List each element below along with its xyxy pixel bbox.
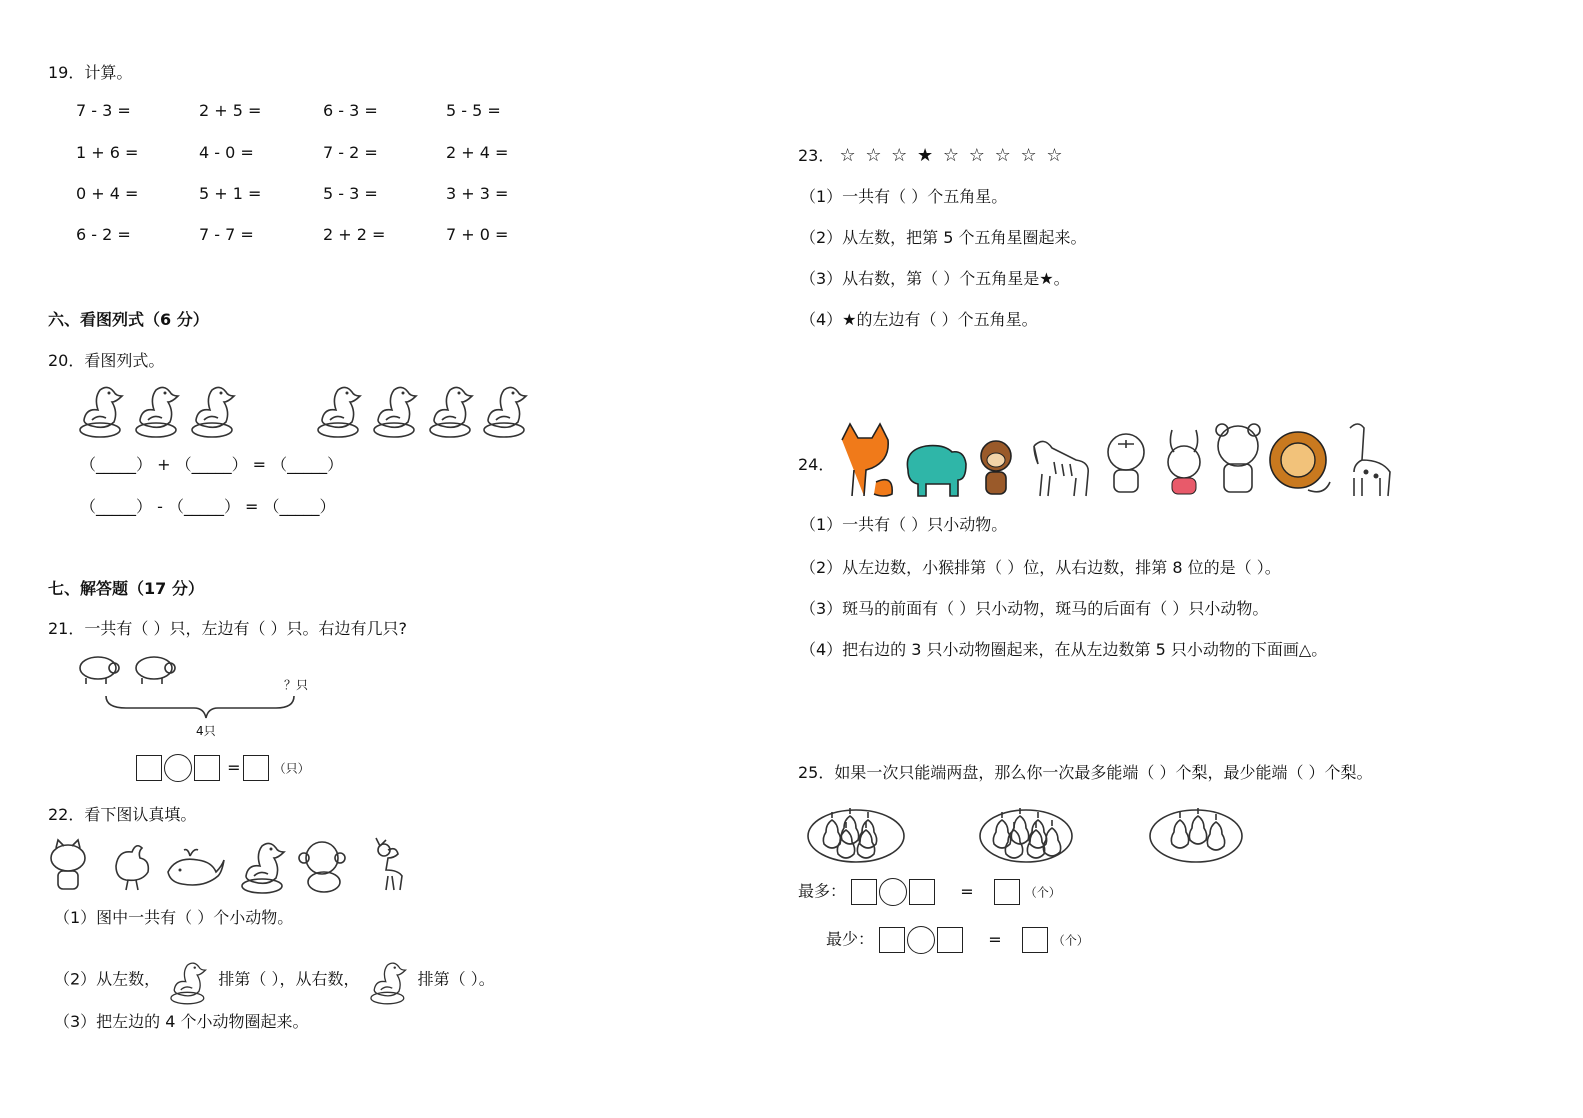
duck-icon	[136, 387, 178, 437]
tiger-icon	[1108, 434, 1144, 492]
deer-icon	[376, 838, 402, 890]
section-7-heading: 七、解答题（17 分）	[48, 579, 204, 598]
calc-item: 4 - 0 =	[199, 143, 254, 162]
calc-item: 7 + 0 =	[446, 225, 509, 244]
q25-title: 25．如果一次只能端两盘，那么你一次最多能端（ ）个梨，最少能端（ ）个梨。	[798, 763, 1373, 782]
q25-unit: （个）	[1024, 885, 1061, 900]
duck-icon	[80, 387, 122, 437]
brace-icon	[106, 696, 294, 718]
rooster-icon	[116, 846, 148, 890]
q25-least-row: 最少： = （个）	[826, 926, 1089, 954]
q23-part-1: （1）一共有（ ）个五角星。	[800, 187, 1008, 206]
q21-total-label: 4只	[196, 724, 216, 738]
q24-title: 24．	[798, 455, 835, 474]
q23-part-4: （4）★的左边有（ ）个五角星。	[800, 310, 1038, 329]
q22-part-2a: （2）从左数，	[54, 969, 161, 989]
lion-icon	[1270, 432, 1330, 492]
rabbit-icon	[1168, 430, 1200, 494]
calc-item: 7 - 7 =	[199, 225, 254, 244]
answer-box[interactable]	[1022, 927, 1048, 953]
q22-part-1: （1）图中一共有（ ）个小动物。	[54, 908, 294, 927]
answer-box[interactable]	[136, 755, 162, 781]
q23-stars: ☆ ☆ ☆ ★ ☆ ☆ ☆ ☆ ☆	[839, 145, 1065, 166]
calc-item: 6 - 2 =	[76, 225, 131, 244]
fox-icon	[842, 424, 892, 496]
q21-unit: （只）	[273, 761, 310, 776]
operator-circle[interactable]	[164, 754, 192, 782]
q24-part-2: （2）从左边数，小猴排第（ ）位，从右边数，排第 8 位的是（ ）。	[800, 558, 1281, 577]
bear-icon	[1216, 424, 1260, 492]
q20-equation-sub: （_____） - （_____） = （_____）	[80, 497, 336, 516]
plate-icon	[808, 808, 904, 862]
answer-box[interactable]	[879, 927, 905, 953]
pear-plates-illustration	[806, 798, 1256, 868]
q22-part-3: （3）把左边的 4 个小动物圈起来。	[54, 1012, 309, 1031]
calc-item: 2 + 4 =	[446, 143, 509, 162]
q23-part-2: （2）从左数，把第 5 个五角星圈起来。	[800, 228, 1087, 247]
calc-item: 2 + 2 =	[323, 225, 386, 244]
answer-box[interactable]	[194, 755, 220, 781]
giraffe-icon	[1350, 424, 1390, 496]
q22-title: 22．看下图认真填。	[48, 805, 197, 824]
answer-box[interactable]	[851, 879, 877, 905]
q21-right-label: ？只	[284, 678, 309, 692]
duck-icon	[242, 843, 284, 893]
calc-item: 7 - 3 =	[76, 101, 131, 120]
duck-icon	[365, 957, 413, 1003]
plate-icon	[1150, 808, 1242, 862]
q24-part-1: （1）一共有（ ）只小动物。	[800, 515, 1008, 534]
duck-icon	[430, 387, 472, 437]
calc-item: 5 + 1 =	[199, 184, 262, 203]
q23-part-3: （3）从右数，第（ ）个五角星是★。	[800, 269, 1070, 288]
q22-animals-illustration	[48, 836, 418, 896]
kitty-icon	[51, 840, 85, 889]
answer-box[interactable]	[994, 879, 1020, 905]
calc-item: 0 + 4 =	[76, 184, 139, 203]
answer-box[interactable]	[909, 879, 935, 905]
q25-unit: （个）	[1052, 933, 1089, 948]
duck-icon	[165, 957, 213, 1003]
calc-item: 5 - 3 =	[323, 184, 378, 203]
pig-icon	[80, 657, 119, 684]
q25-most-row: 最多： = （个）	[798, 878, 1061, 906]
q22-part-2b: 排第（ ），从右数，	[218, 969, 360, 989]
q22-part-2c: 排第（ ）。	[417, 969, 495, 989]
pig-icon	[136, 657, 175, 684]
elephant-icon	[907, 446, 966, 496]
calc-item: 6 - 3 =	[323, 101, 378, 120]
ducks-illustration	[78, 380, 548, 440]
calc-item: 7 - 2 =	[323, 143, 378, 162]
duck-icon	[374, 387, 416, 437]
q25-most-label: 最多：	[798, 881, 847, 901]
calc-item: 5 - 5 =	[446, 101, 501, 120]
monkey-icon	[299, 842, 345, 892]
operator-circle[interactable]	[879, 878, 907, 906]
answer-box[interactable]	[243, 755, 269, 781]
plate-icon	[980, 808, 1072, 862]
q22-part-2	[54, 957, 495, 1003]
q25-least-label: 最少：	[826, 929, 875, 949]
q20-equation-add: （_____） + （_____） = （_____）	[80, 455, 344, 474]
answer-box[interactable]	[937, 927, 963, 953]
zebra-icon	[1034, 441, 1088, 496]
calc-item: 1 + 6 =	[76, 143, 139, 162]
whale-icon	[168, 850, 224, 885]
calc-item: 2 + 5 =	[199, 101, 262, 120]
operator-circle[interactable]	[907, 926, 935, 954]
q24-animals-illustration	[836, 420, 1396, 502]
q23-number: 23．	[798, 146, 835, 165]
calc-item: 3 + 3 =	[446, 184, 509, 203]
q19-title: 19．计算。	[48, 63, 133, 82]
q21-title: 21．一共有（ ）只，左边有（ ）只。右边有几只?	[48, 619, 408, 638]
q24-part-3: （3）斑马的前面有（ ）只小动物，斑马的后面有（ ）只小动物。	[800, 599, 1269, 618]
q20-title: 20．看图列式。	[48, 351, 165, 370]
duck-icon	[484, 387, 526, 437]
q24-part-4: （4）把右边的 3 只小动物圈起来，在从左边数第 5 只小动物的下面画△。	[800, 640, 1328, 659]
duck-icon	[192, 387, 234, 437]
q23-title	[798, 143, 1064, 166]
monkey-icon	[981, 441, 1011, 494]
duck-icon	[318, 387, 360, 437]
section-6-heading: 六、看图列式（6 分）	[48, 310, 209, 329]
q21-answer-boxes: = （只）	[136, 754, 310, 782]
